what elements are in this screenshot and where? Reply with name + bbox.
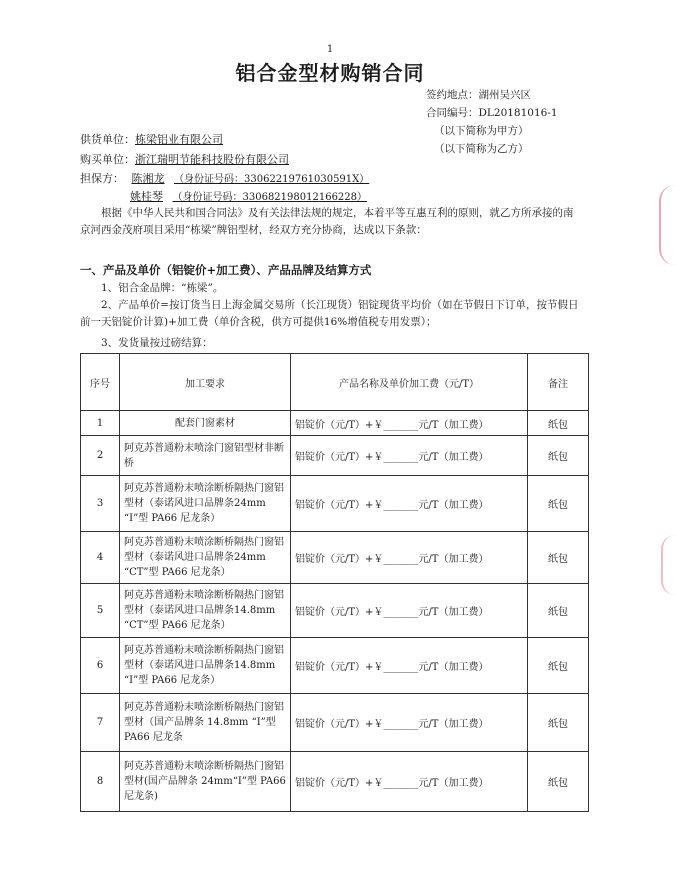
row-price: 铝锭价（元/T）+￥_______元/T（加工费）: [291, 476, 528, 532]
row-price: 铝锭价（元/T）+￥_______元/T（加工费）: [291, 694, 528, 752]
seal-edge-mark: [659, 185, 675, 265]
row-note: 纸包: [528, 476, 589, 532]
seal-edge-mark: [661, 535, 675, 595]
section-1-item-1: 1、铝合金品牌：“栋梁”。: [101, 282, 224, 294]
row-price: 铝锭价（元/T）+￥_______元/T（加工费）: [291, 638, 528, 694]
supplier-row: [80, 131, 223, 147]
table-row: [81, 436, 589, 476]
section-1-item-3: 3、发货量按过磅结算：: [101, 337, 213, 349]
row-no: 6: [81, 638, 120, 694]
row-no: 3: [81, 476, 120, 532]
row-price: 铝锭价（元/T）+￥_______元/T（加工费）: [291, 584, 528, 638]
table-row: [81, 584, 589, 638]
header-price: 产品名称及单价加工费（元/T）: [291, 354, 528, 411]
row-price: 铝锭价（元/T）+￥_______元/T（加工费）: [291, 436, 528, 476]
row-requirement: 阿克苏普通粉末喷涂门窗铝型材非断桥: [120, 436, 291, 476]
table-row: [81, 411, 589, 436]
table-row: [81, 752, 589, 812]
table-row: [81, 476, 589, 532]
row-no: 5: [81, 584, 120, 638]
table-row: [81, 532, 589, 584]
row-requirement: 阿克苏普通粉末喷涂断桥隔热门窗铝型材（泰诺风进口品牌条14.8mm “I”型 PA66 尼龙条）: [120, 638, 291, 694]
section-1-item-2: 2、产品单价=按订货当日上海金属交易所（长江现货）铝锭现货平均价（如在节假日下订单，按节假日前一天铝锭价计算)+加工费（单价含税，供方可提供16%增值税专用发票）；: [80, 299, 579, 328]
row-note: 纸包: [528, 694, 589, 752]
row-note: 纸包: [528, 638, 589, 694]
row-no: 1: [81, 411, 120, 436]
row-note: 纸包: [528, 584, 589, 638]
row-price: 铝锭价（元/T）+￥_______元/T（加工费）: [291, 752, 528, 812]
price-table: [80, 353, 589, 812]
supplier-label: 供货单位：: [80, 133, 135, 146]
party-a-note: （以下简称为甲方）: [434, 125, 529, 137]
row-requirement: 阿克苏普通粉末喷涂断桥隔热门窗铝型材（国产品牌条 14.8mm “I”型 PA66 尼龙条: [120, 694, 291, 752]
row-no: 4: [81, 532, 120, 584]
table-header-row: [81, 354, 589, 411]
guarantor-label: 担保方：: [80, 172, 124, 185]
buyer-row: [80, 151, 289, 167]
row-note: 纸包: [528, 436, 589, 476]
row-requirement: 阿克苏普通粉末喷涂断桥隔热门窗铝型材（泰诺风进口品牌条24mm “I”型 PA66 尼龙条）: [120, 476, 291, 532]
guarantor-2-id: （身份证号码：330682198012166228）: [172, 192, 368, 203]
guarantor-2-name: 姚桂琴: [130, 190, 163, 203]
row-requirement: 配套门窗素材: [120, 411, 291, 436]
row-no: 2: [81, 436, 120, 476]
header-no: 序号: [81, 354, 120, 411]
section-1-heading: 一、产品及单价（铝锭价+加工费）、产品品牌及结算方式: [80, 263, 372, 277]
header-requirement: 加工要求: [120, 354, 291, 411]
table-row: [81, 638, 589, 694]
row-note: 纸包: [528, 411, 589, 436]
sign-place: 签约地点：湖州吴兴区: [426, 89, 531, 101]
page-number: 1: [326, 44, 334, 55]
supplier-name: 栋梁铝业有限公司: [135, 133, 223, 146]
row-note: 纸包: [528, 752, 589, 812]
table-row: [81, 694, 589, 752]
guarantor-1-id: （身份证号码：33062219761030591X）: [174, 174, 370, 185]
buyer-name: 浙江瑞明节能科技股份有限公司: [135, 153, 289, 166]
buyer-label: 购买单位：: [80, 153, 135, 166]
row-price: 铝锭价（元/T）+￥_______元/T（加工费）: [291, 411, 528, 436]
document-title: 铝合金型材购销合同: [235, 61, 425, 85]
guarantor-row-2: [130, 188, 367, 204]
header-note: 备注: [528, 354, 589, 411]
row-requirement: 阿克苏普通粉末喷涂断桥隔热门窗铝型材（泰诺风进口品牌条14.8mm “CT”型 PA66 尼龙条）: [120, 584, 291, 638]
row-requirement: 阿克苏普通粉末喷涂断桥隔热门窗铝型材（泰诺风进口品牌条24mm “CT”型 PA66 尼龙条）: [120, 532, 291, 584]
row-price: 铝锭价（元/T）+￥_______元/T（加工费）: [291, 532, 528, 584]
row-no: 7: [81, 694, 120, 752]
contract-number: 合同编号：DL20181016-1: [426, 107, 558, 119]
row-no: 8: [81, 752, 120, 812]
guarantor-row-1: [80, 170, 369, 186]
party-b-note: （以下简称为乙方）: [434, 143, 529, 155]
row-requirement: 阿克苏普通粉末喷涂断桥隔热门窗铝型材(国产品牌条 24mm“I”型 PA66 尼龙条): [120, 752, 291, 812]
row-note: 纸包: [528, 532, 589, 584]
guarantor-1-name: 陈湘龙: [131, 172, 165, 185]
intro-paragraph: 根据《中华人民共和国合同法》及有关法律法规的规定，本着平等互惠互利的原则，就乙方所承接的南京河西金茂府项目采用“栋梁”牌铝型材，经双方充分协商，达成以下条款：: [80, 207, 574, 236]
